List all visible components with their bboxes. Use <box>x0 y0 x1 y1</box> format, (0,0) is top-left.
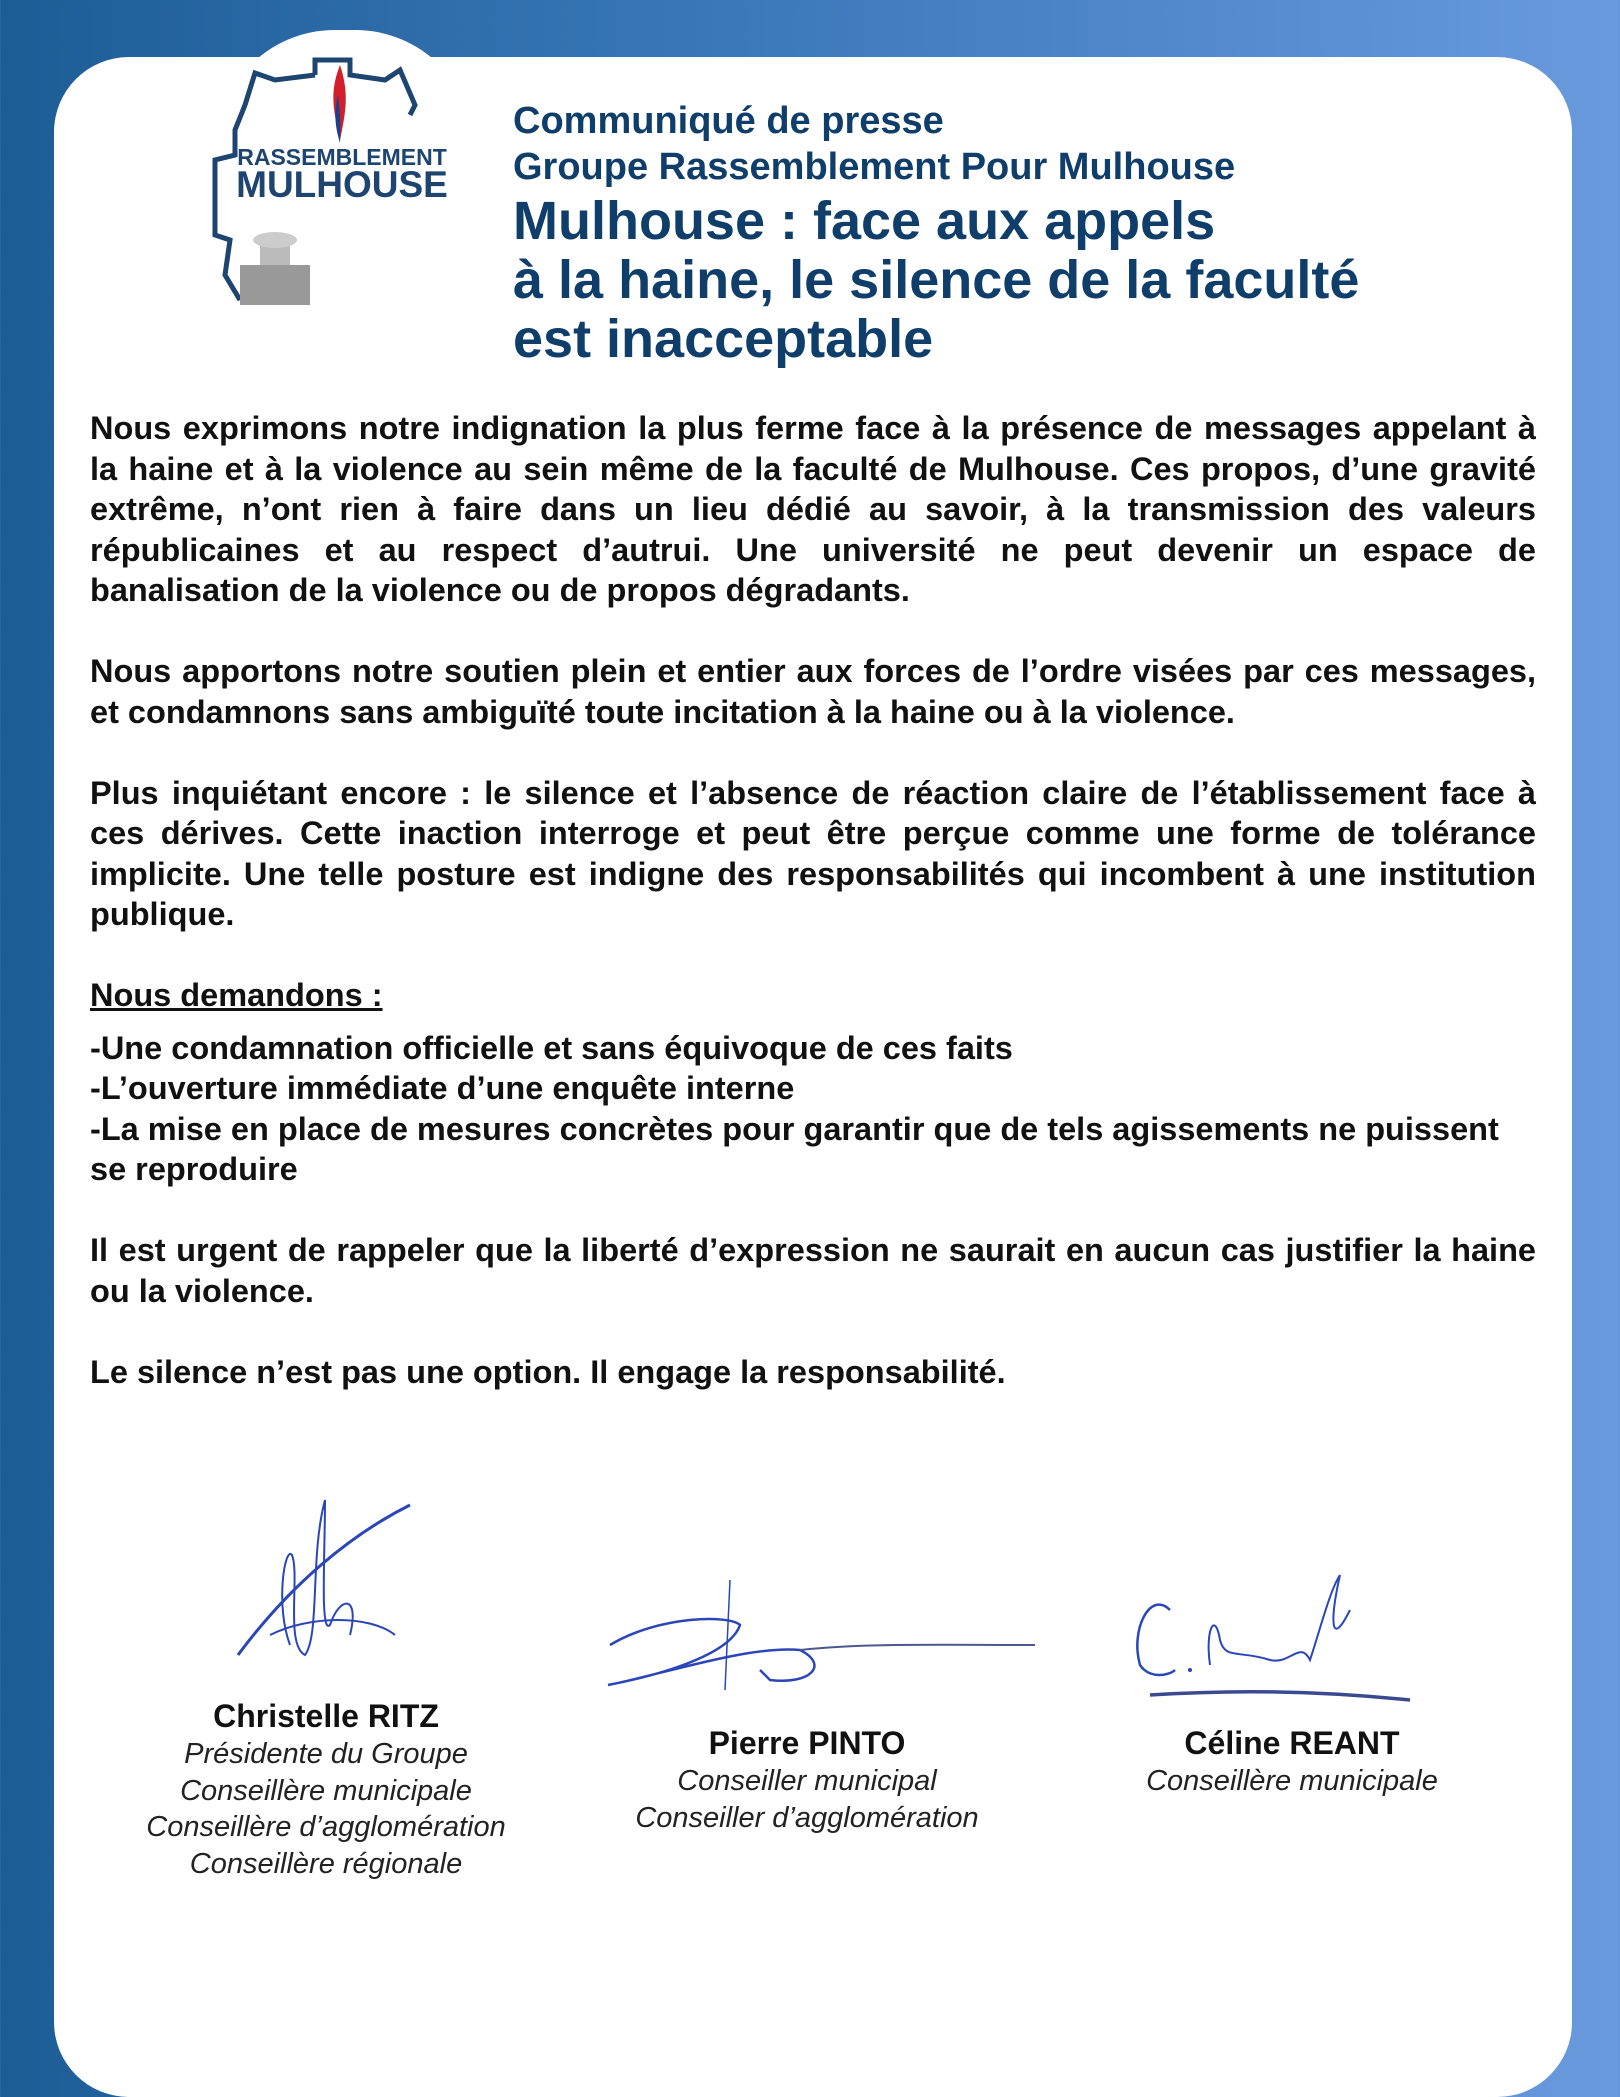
signatory-role: Conseillère d’agglomération <box>146 1811 506 1843</box>
signatory-reant <box>1062 1723 1522 1800</box>
signatory-name: Céline REANT <box>1184 1725 1400 1761</box>
paragraph: Nous exprimons notre indignation la plus ferme face à la présence de messages appelant à la haine et à la violence au sein même de la faculté de Mulhouse. Ces propos, d’une gravité extrême, n’ont rien à faire dans un lieu dédié au savoir, à la transmission des valeurs républicaines et au respect d’autrui. Une université ne peut devenir un espace de banalisation de la violence ou de propos dégradants. <box>90 410 1536 608</box>
signatory-name: Pierre PINTO <box>708 1725 906 1761</box>
list-item: -La mise en place de mesures concrètes pour garantir que de tels agissements ne puissent se reproduire <box>90 1110 1499 1187</box>
demands-heading: Nous demandons : <box>90 977 383 1013</box>
rassemblement-mulhouse-logo <box>200 55 480 315</box>
signature-pinto <box>600 1575 1040 1695</box>
logo-text-line2: MULHOUSE <box>236 164 448 205</box>
paragraph: Nous apportons notre soutien plein et entier aux forces de l’ordre visées par ces messages, et condamnons sans ambiguïté toute incitation à la haine ou à la violence. <box>90 653 1536 730</box>
signature-reant <box>1130 1570 1430 1710</box>
paragraph: Le silence n’est pas une option. Il engage la responsabilité. <box>90 1353 1006 1390</box>
paragraph: Il est urgent de rappeler que la liberté d’expression ne saurait en aucun cas justifier la haine ou la violence. <box>90 1232 1536 1309</box>
signatory-role: Conseiller d’agglomération <box>635 1801 979 1834</box>
page-title <box>513 192 1359 369</box>
signature-ritz <box>230 1495 430 1675</box>
signatory-role: Conseiller municipal <box>677 1765 937 1797</box>
signatory-name: Christelle RITZ <box>213 1698 439 1734</box>
signatory-role: Présidente du Groupe <box>184 1738 468 1770</box>
signatory-role: Conseillère municipale <box>1146 1765 1438 1797</box>
signatory-ritz <box>96 1696 556 1882</box>
press-release-body <box>90 408 1536 1433</box>
demands-list <box>90 1028 1536 1190</box>
paragraph: Plus inquiétant encore : le silence et l’absence de réaction claire de l’établissement face à ces dérives. Cette inaction interroge et peut être perçue comme une forme de tolérance implicite. Une telle posture est indigne des responsabilités qui incombent à une institution publique. <box>90 774 1536 932</box>
kicker: Communiqué de presse <box>513 100 944 142</box>
signatory-role: Conseillère régionale <box>189 1847 463 1880</box>
signatory-role: Conseillère municipale <box>180 1774 472 1807</box>
list-item: -L’ouverture immédiate d’une enquête interne <box>90 1070 795 1106</box>
title-line: à la haine, le silence de la faculté <box>513 250 1360 310</box>
header <box>513 98 1359 369</box>
title-line: est inacceptable <box>513 309 934 369</box>
group-name: Groupe Rassemblement Pour Mulhouse <box>513 146 1236 188</box>
title-line: Mulhouse : face aux appels <box>513 191 1216 251</box>
list-item: -Une condamnation officielle et sans équivoque de ces faits <box>90 1029 1013 1066</box>
signatory-pinto <box>577 1723 1037 1836</box>
logo-text-line1: RASSEMBLEMENT <box>237 144 447 170</box>
